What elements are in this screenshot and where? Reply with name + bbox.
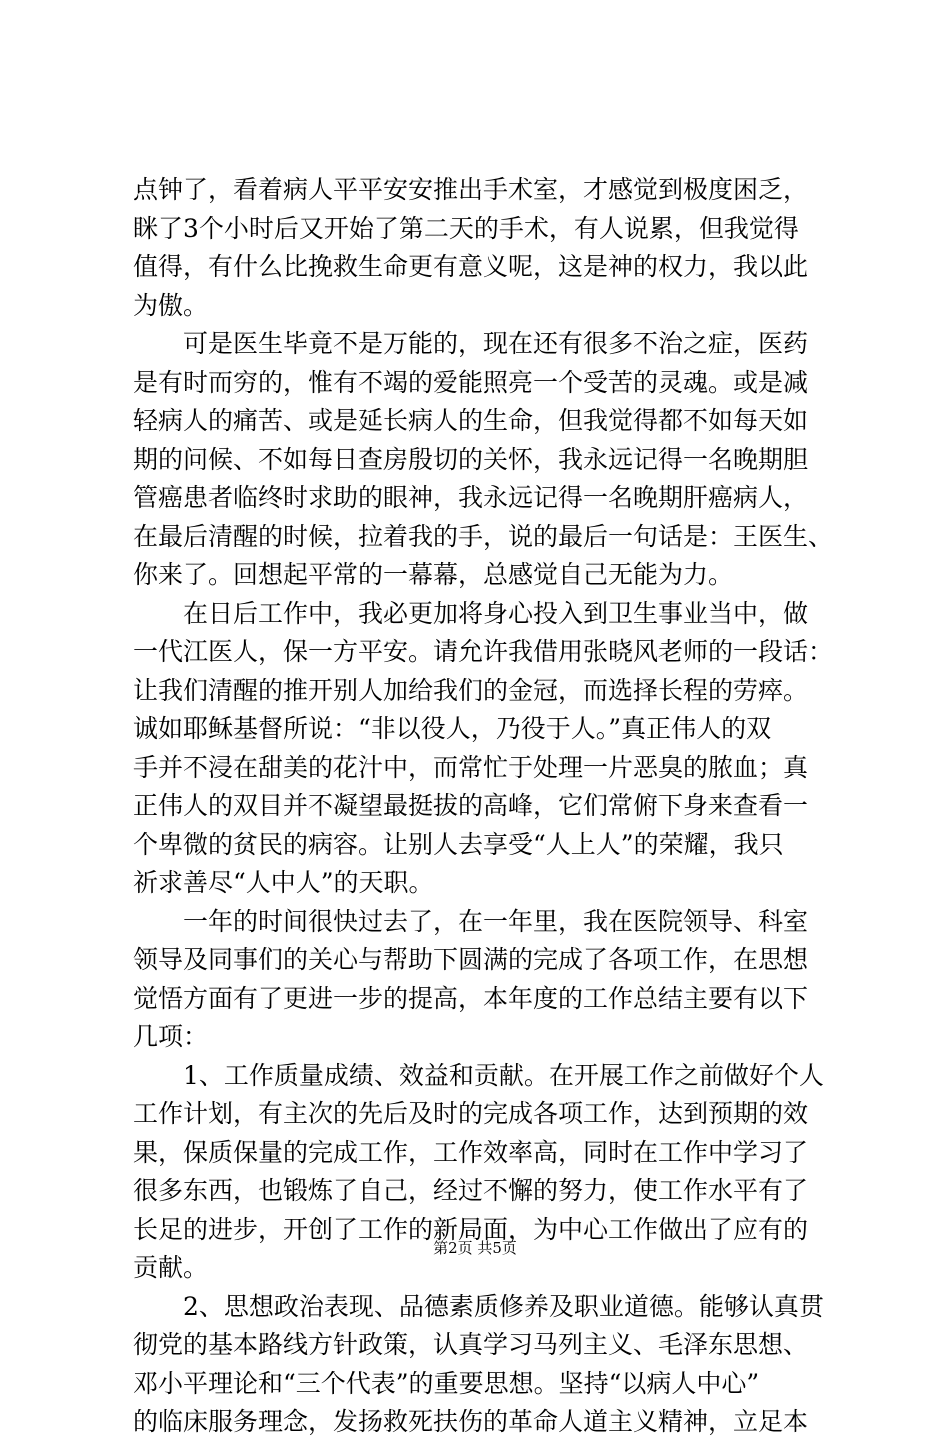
text-line: 长足的进步，开创了工作的新局面，为中心工作做出了应有的 — [133, 1214, 809, 1244]
page-number-label: 第2页 共5页 — [433, 1239, 517, 1257]
text-line: 个卑微的贫民的病容。让别人去享受“人上人”的荣耀，我只 — [133, 829, 784, 859]
text-line: 领导及同事们的关心与帮助下圆满的完成了各项工作，在思想 — [133, 945, 809, 974]
text-line: 眯了3个小时后又开始了第二天的手术，有人说累，但我觉得 — [133, 213, 799, 243]
text-line: 期的问候、不如每日查房殷切的关怀，我永远记得一名晚期胆 — [133, 444, 809, 474]
text-line: 很多东西，也锻炼了自己，经过不懈的努力，使工作水平有了 — [133, 1176, 809, 1205]
text-line: 祈求善尽“人中人”的天职。 — [133, 868, 434, 897]
text-line: 点钟了，看着病人平平安安推出手术室，才感觉到极度困乏， — [133, 175, 809, 204]
text-line: 的临床服务理念，发扬救死扶伤的革命人道主义精神，立足本 — [133, 1407, 809, 1436]
text-line: 果，保质保量的完成工作，工作效率高，同时在工作中学习了 — [133, 1137, 809, 1167]
text-line: 在最后清醒的时候，拉着我的手，说的最后一句话是：王医生、 — [133, 521, 834, 551]
text-line: 贡献。 — [133, 1253, 209, 1282]
text-line: 1、工作质量成绩、效益和贡献。在开展工作之前做好个人 — [133, 1060, 824, 1090]
text-line: 轻病人的痛苦、或是延长病人的生命，但我觉得都不如每天如 — [133, 406, 809, 435]
text-line: 诚如耶稣基督所说：“非以役人，乃役于人。”真正伟人的双 — [133, 714, 772, 743]
text-line: 可是医生毕竟不是万能的，现在还有很多不治之症，医药 — [133, 329, 809, 358]
text-line: 彻党的基本路线方针政策，认真学习马列主义、毛泽东思想、 — [133, 1330, 809, 1359]
text-line: 在日后工作中，我必更加将身心投入到卫生事业当中，做 — [133, 598, 809, 628]
text-line: 正伟人的双目并不凝望最挺拔的高峰，它们常俯下身来查看一 — [133, 791, 809, 820]
text-line: 管癌患者临终时求助的眼神，我永远记得一名晚期肝癌病人， — [133, 483, 809, 512]
text-line: 值得，有什么比挽救生命更有意义呢，这是神的权力，我以此 — [133, 252, 809, 281]
text-line: 是有时而穷的，惟有不竭的爱能照亮一个受苦的灵魂。或是减 — [133, 367, 809, 397]
text-line: 让我们清醒的推开别人加给我们的金冠，而选择长程的劳瘁。 — [133, 675, 809, 705]
text-line: 为傲。 — [133, 290, 209, 320]
text-line: 一年的时间很快过去了，在一年里，我在医院领导、科室 — [133, 906, 809, 936]
text-line: 邓小平理论和“三个代表”的重要思想。坚持“以病人中心” — [133, 1368, 760, 1398]
text-line: 一代江医人，保一方平安。请允许我借用张晓风老师的一段话： — [133, 637, 834, 666]
text-line: 几项： — [133, 1022, 209, 1051]
page-footer — [0, 1238, 950, 1258]
text-line: 2、思想政治表现、品德素质修养及职业道德。能够认真贯 — [133, 1291, 824, 1321]
text-line: 手并不浸在甜美的花汁中，而常忙于处理一片恶臭的脓血；真 — [133, 752, 809, 782]
text-line: 你来了。回想起平常的一幕幕，总感觉自己无能为力。 — [133, 560, 734, 589]
text-line: 觉悟方面有了更进一步的提高，本年度的工作总结主要有以下 — [133, 983, 809, 1013]
text-line: 工作计划，有主次的先后及时的完成各项工作，达到预期的效 — [133, 1099, 809, 1128]
